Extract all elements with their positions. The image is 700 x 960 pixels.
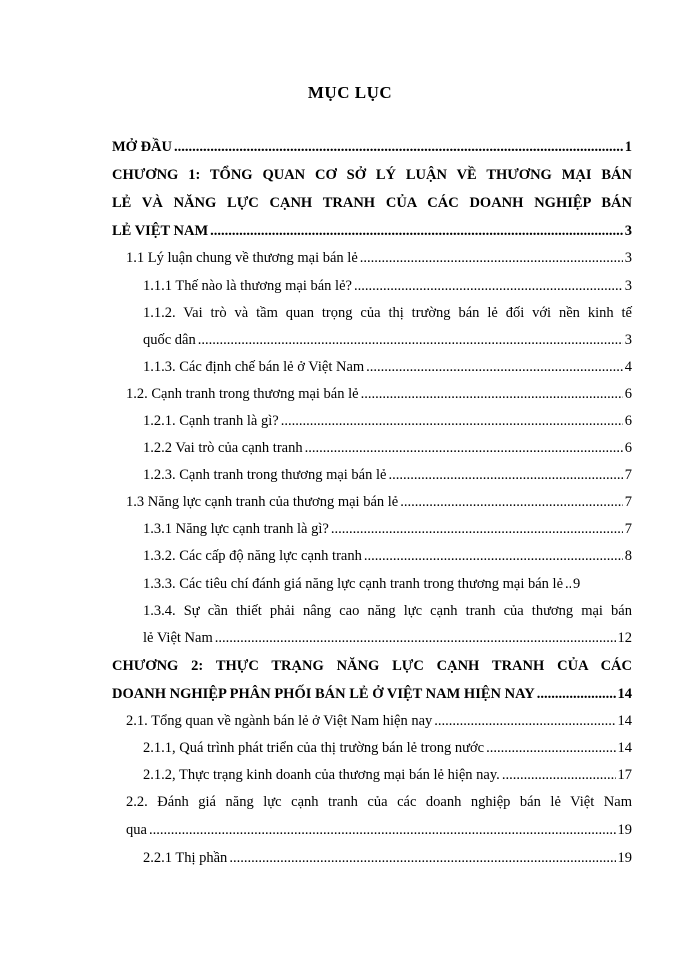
toc-entry-1-3-1[interactable] — [143, 519, 632, 539]
toc-entry-text: 2.1.2, Thực trạng kinh doanh của thương mại bán lẻ hiện nay. — [143, 767, 500, 783]
toc-leader-dots — [434, 711, 615, 731]
toc-entry-chapter-1[interactable] — [112, 221, 632, 241]
toc-entry-1-1-3[interactable] — [143, 357, 632, 377]
toc-entry-1-2-3[interactable] — [143, 465, 632, 485]
toc-leader-dots — [360, 248, 623, 268]
toc-entry-chapter-2[interactable] — [112, 684, 632, 704]
toc-entry-1-1-2[interactable] — [143, 330, 632, 350]
toc-leader-dots — [210, 221, 623, 241]
toc-entry-1-3-4[interactable] — [143, 628, 632, 648]
toc-entry-2-2-1[interactable] — [143, 848, 632, 868]
toc-page-number: 6 — [624, 413, 632, 429]
toc-chapter-2-line-1: CHƯƠNG 2: THỰC TRẠNG NĂNG LỰC CẠNH TRANH CỦA CÁC — [112, 658, 632, 674]
page-title: MỤC LỤC — [307, 83, 393, 102]
toc-entry-text: 1.2.3. Cạnh tranh trong thương mại bán lẻ — [143, 467, 387, 483]
toc-entry-1-1-2-line-1: 1.1.2. Vai trò và tầm quan trọng của thị trường bán lẻ đối với nền kinh tế — [143, 305, 632, 321]
toc-entry-text: 1.2.2 Vai trò của cạnh tranh — [143, 440, 303, 456]
toc-entry-text: 1.2.1. Cạnh tranh là gì? — [143, 413, 279, 429]
toc-leader-dots — [305, 438, 623, 458]
toc-leader-dots — [229, 848, 615, 868]
toc-entry-2-2-line-1: 2.2. Đánh giá năng lực cạnh tranh của các doanh nghiệp bán lẻ Việt Nam — [126, 794, 632, 810]
toc-page-number: 8 — [624, 548, 632, 564]
toc-page-number: 14 — [617, 713, 632, 729]
toc-chapter-1-line-2: LẺ VÀ NĂNG LỰC CẠNH TRANH CỦA CÁC DOANH NGHIỆP BÁN — [112, 195, 632, 211]
toc-leader-dots — [361, 384, 623, 404]
toc-page-number: 17 — [617, 767, 632, 783]
toc-leader-dots — [400, 492, 623, 512]
toc-page-number: 14 — [617, 740, 632, 756]
toc-page-number: 6 — [624, 386, 632, 402]
toc-entry-text: 2.1.1, Quá trình phát triển của thị trường bán lẻ trong nước — [143, 740, 485, 756]
toc-entry-text: DOANH NGHIỆP PHÂN PHỐI BÁN LẺ Ở VIỆT NAM HIỆN NAY — [112, 686, 535, 702]
toc-entry-text: 2.1. Tổng quan về ngành bán lẻ ở Việt Nam hiện nay — [126, 713, 433, 729]
toc-leader-dots — [198, 330, 623, 350]
toc-page-number: 7 — [624, 494, 632, 510]
toc-entry-text: 1.1 Lý luận chung về thương mại bán lẻ — [126, 250, 358, 266]
toc-page-number: 7 — [624, 467, 632, 483]
toc-entry-2-1-2[interactable] — [143, 765, 632, 785]
toc-entry-2-1-1[interactable] — [143, 738, 632, 758]
toc-leader-dots — [215, 628, 616, 648]
toc-entry-1-3[interactable] — [126, 492, 632, 512]
toc-page-number: 7 — [624, 521, 632, 537]
toc-leader-dots — [354, 276, 623, 296]
toc-page-number: 1 — [624, 139, 632, 155]
toc-page-number: 19 — [617, 850, 632, 866]
toc-entry-text: 1.1.1 Thế nào là thương mại bán lẻ? — [143, 278, 352, 294]
toc-entry-text: lẻ Việt Nam — [143, 630, 213, 646]
toc-entry-1-1[interactable] — [126, 248, 632, 268]
toc-entry-1-2-2[interactable] — [143, 438, 632, 458]
toc-entry-text: 1.3.2. Các cấp độ năng lực cạnh tranh — [143, 548, 362, 564]
toc-chapter-1-line-1: CHƯƠNG 1: TỔNG QUAN CƠ SỞ LÝ LUẬN VỀ THƯƠNG MẠI BÁN — [112, 167, 632, 183]
toc-leader-dots — [537, 684, 616, 704]
toc-leader-dots — [388, 465, 622, 485]
toc-entry-2-1[interactable] — [126, 711, 632, 731]
toc-leader-dots — [486, 738, 615, 758]
toc-page-number: 3 — [624, 250, 632, 266]
toc-entry-text: 2.2.1 Thị phần — [143, 850, 228, 866]
toc-leader-dots — [331, 519, 623, 539]
toc-leader-dots — [366, 357, 623, 377]
toc-page-number: 3 — [624, 278, 632, 294]
toc-page-number: 4 — [624, 359, 632, 375]
toc-leader-dots — [174, 137, 623, 157]
toc-page-number: 12 — [617, 630, 632, 646]
toc-page-number: 6 — [624, 440, 632, 456]
toc-page-number: 9 — [573, 576, 581, 592]
toc-entry-text: 1.2. Cạnh tranh trong thương mại bán lẻ — [126, 386, 359, 402]
toc-entry-text: 1.3.1 Năng lực cạnh tranh là gì? — [143, 521, 329, 537]
toc-entry-intro[interactable] — [112, 137, 632, 157]
toc-page-number: 14 — [617, 686, 632, 702]
toc-entry-text: LẺ VIỆT NAM — [112, 223, 209, 239]
toc-entry-text: qua — [126, 822, 147, 838]
toc-entry-1-3-2[interactable] — [143, 546, 632, 566]
toc-leader-dots — [281, 411, 623, 431]
toc-entry-text: 1.3.3. Các tiêu chí đánh giá năng lực cạnh tranh trong thương mại bán lẻ — [143, 576, 564, 592]
toc-entry-text: quốc dân — [143, 332, 196, 348]
toc-entry-1-1-1[interactable] — [143, 276, 632, 296]
toc-entry-text: 1.1.3. Các định chế bán lẻ ở Việt Nam — [143, 359, 365, 375]
toc-entry-1-3-3[interactable] — [143, 574, 632, 594]
toc-page-number: 3 — [624, 332, 632, 348]
toc-entry-1-2[interactable] — [126, 384, 632, 404]
toc-leader-dots — [364, 546, 623, 566]
toc-entry-text: 1.3 Năng lực cạnh tranh của thương mại bán lẻ — [126, 494, 399, 510]
toc-leader-dots — [502, 765, 616, 785]
toc-entry-2-2[interactable] — [126, 820, 632, 840]
toc-page-number: 19 — [617, 822, 632, 838]
toc-entry-1-2-1[interactable] — [143, 411, 632, 431]
toc-entry-text: MỞ ĐẦU — [112, 139, 173, 155]
toc-entry-1-3-4-line-1: 1.3.4. Sự cần thiết phải nâng cao năng lực cạnh tranh của thương mại bán — [143, 603, 632, 619]
toc-leader-dots — [149, 820, 616, 840]
toc-page-number: 3 — [624, 223, 632, 239]
toc-leader-dots — [565, 574, 571, 594]
